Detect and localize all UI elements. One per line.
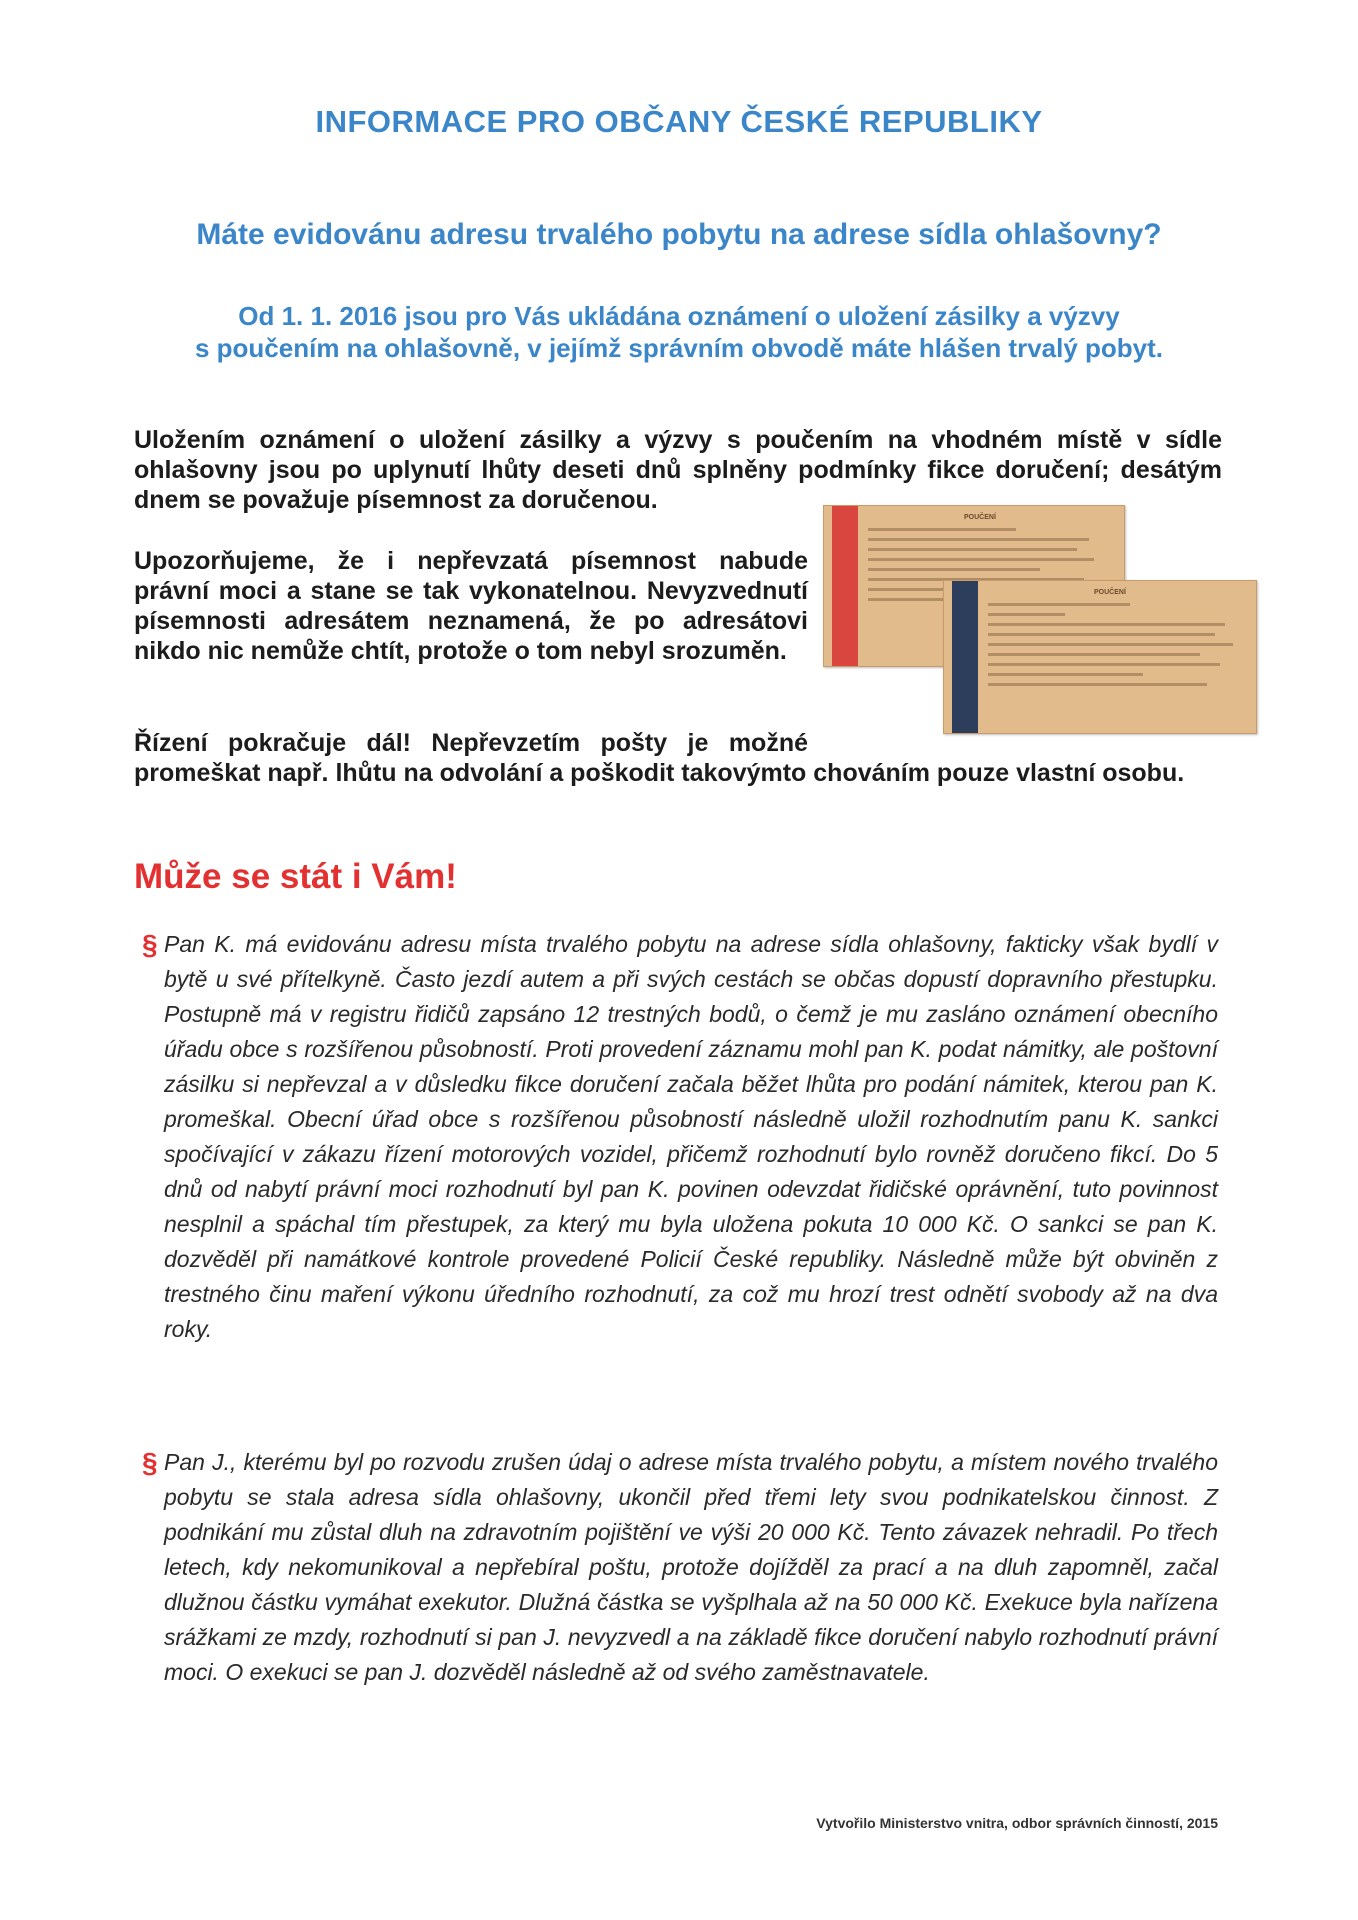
case-example-j: [142, 1445, 1218, 1690]
case-example-k: [142, 927, 1218, 1347]
paragraph-proceedings-line-1: Řízení pokračuje dál! Nepřevzetím pošty je možné: [134, 729, 808, 757]
case-text: Pan K. má evidovánu adresu místa trvalého pobytu na adrese sídla ohlašovny, fakticky však bydlí v bytě u své přítelkyně. Často jezdí autem a při svých cestách se občas dopustí dopravního přestupku. Postupně má v registru řidičů zapsáno 12 trestných bodů, o čemž je mu zasláno oznámení obecního úřadu obce s rozšířenou působností. Proti provedení záznamu mohl pan K. podat námitky, ale poštovní zásilku si nepřevzal a v důsledku fikce doručení začala běžet lhůta pro podání námitek, kterou pan K. promeškal. Obecní úřad obce s rozšířenou působností následně uložil rozhodnutím panu K. sankci spočívající v zákazu řízení motorových vozidel, přičemž rozhodnutí bylo rovněž doručeno fikcí. Do 5 dnů od nabytí právní moci rozhodnutí byl pan K. povinen odevzdat řidičské oprávnění, tuto povinnost nesplnil a spáchal tím přestupek, za který mu byla uložena pokuta 10 000 Kč. O sankci se pan K. dozvěděl při namátkové kontrole provedené Policií České republiky. Následně může být obviněn z trestného činu maření výkonu úředního rozhodnutí, za což mu hrozí trest odnětí svobody až na dva roky.: [164, 931, 1218, 1342]
notice-block: [120, 300, 1238, 364]
case-text: Pan J., kterému byl po rozvodu zrušen údaj o adrese místa trvalého pobytu, a místem nového trvalého pobytu se stala adresa sídla ohlašovny, ukončil před třemi lety svou podnikatelskou činnost. Z podnikání mu zůstal dluh na zdravotním pojištění ve výši 20 000 Kč. Tento závazek nehradil. Po třech letech, kdy nekomunikoval a nepřebíral poštu, protože dojížděl za prací a na dluh zapomněl, začal dlužnou částku vymáhat exekutor. Dlužná částka se vyšplhala až na 50 000 Kč. Exekuce byla nařízena srážkami ze mzdy, rozhodnutí si pan J. nevyzvedl a na základě fikce doručení nabylo rozhodnutí právní moci. O exekuci se pan J. dozvěděl následně až od svého zaměstnavatele.: [164, 1449, 1218, 1685]
paragraph-delivery-fiction: Uložením oznámení o uložení zásilky a výzvy s poučením na vhodném místě v sídle ohlašovny jsou po uplynutí lhůty deseti dnů splněny podmínky fikce doručení; desátým dnem se považuje písemnost za doručenou.: [134, 426, 1222, 514]
form-heading: POUČENÍ: [964, 514, 996, 521]
page-subtitle: Máte evidovánu adresu trvalého pobytu na adrese sídla ohlašovny?: [196, 218, 1162, 251]
paragraph-proceedings-rest: promeškat např. lhůtu na odvolání a poškodit takovýmto chováním pouze vlastní osobu.: [134, 759, 1185, 787]
notice-line-2: s poučením na ohlašovně, v jejímž správním obvodě máte hlášen trvalý pobyt.: [194, 333, 1164, 363]
footer-credit: Vytvořilo Ministerstvo vnitra, odbor správních činností, 2015: [816, 1815, 1218, 1831]
section-sign-icon: §: [142, 929, 158, 960]
notice-forms-image: [823, 505, 1259, 735]
page-title: INFORMACE PRO OBČANY ČESKÉ REPUBLIKY: [315, 104, 1043, 139]
form-text-lines: [988, 603, 1246, 723]
notice-line-1: Od 1. 1. 2016 jsou pro Vás ukládána oznámení o uložení zásilky a výzvy: [238, 301, 1120, 331]
red-stripe: [832, 506, 858, 666]
warning-heading: Může se stát i Vám!: [134, 857, 457, 896]
section-sign-icon: §: [142, 1447, 158, 1478]
paragraph-proceedings: [134, 728, 1222, 788]
paragraph-legal-effect: Upozorňujeme, že i nepřevzatá písemnost nabude právní moci a stane se tak vykonatelnou. Nevyzvednutí písemnosti adresátem neznamená, že po adresátovi nikdo nic nemůže chtít, protože o tom nebyl srozuměn.: [134, 547, 808, 665]
notice-form-blue: [943, 580, 1257, 734]
blue-stripe: [952, 581, 978, 733]
form-heading: POUČENÍ: [1094, 589, 1126, 596]
